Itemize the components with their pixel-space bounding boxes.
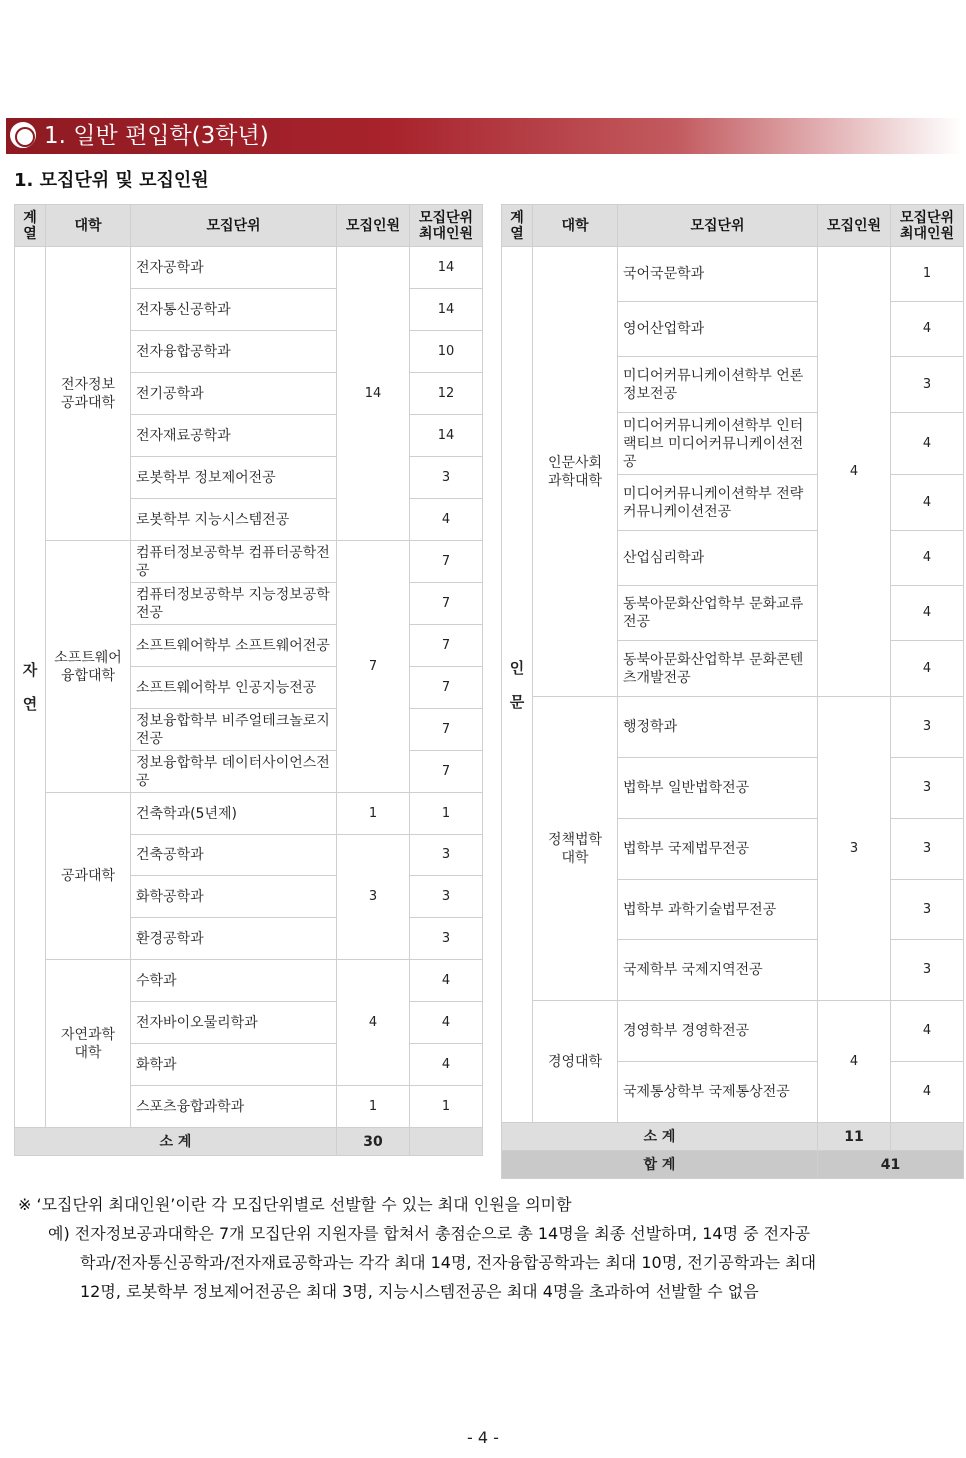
unit-max: 3 [891,697,964,758]
unit-name: 정보융합학부 비주얼테크놀로지전공 [131,709,337,751]
unit-name: 동북아문화산업학부 문화콘텐츠개발전공 [618,641,818,697]
footnote [18,1190,958,1306]
unit-max: 1 [410,793,483,835]
footnote-line: ※ ‘모집단위 최대인원’이란 각 모집단위별로 선발할 수 있는 최대 인원을 의미함 [18,1195,572,1214]
unit-name: 화학공학과 [131,876,337,918]
unit-name: 건축학과(5년제) [131,793,337,835]
left-quota-table [14,204,483,1156]
unit-max: 3 [891,940,964,1001]
college-quota: 7 [337,541,410,793]
unit-max: 7 [410,625,483,667]
college-name: 전자정보 공과대학 [46,247,131,541]
unit-max: 7 [410,583,483,625]
unit-name: 미디어커뮤니케이션학부 전략커뮤니케이션전공 [618,475,818,531]
unit-max: 4 [410,960,483,1002]
header-quota: 모집인원 [818,205,891,247]
unit-name: 정보융합학부 데이터사이언스전공 [131,751,337,793]
banner-title: 1. 일반 편입학(3학년) [44,123,269,149]
unit-max: 10 [410,331,483,373]
unit-name: 법학부 일반법학전공 [618,758,818,819]
college-name: 경영대학 [533,1001,618,1123]
unit-max: 4 [891,641,964,697]
header-quota: 모집인원 [337,205,410,247]
university-seal-icon [8,120,38,150]
unit-name: 컴퓨터정보공학부 컴퓨터공학전공 [131,541,337,583]
unit-max: 4 [410,1002,483,1044]
subtotal-label: 소 계 [502,1123,818,1151]
unit-name: 국제학부 국제지역전공 [618,940,818,1001]
unit-max: 3 [410,835,483,876]
unit-name: 동북아문화산업학부 문화교류전공 [618,586,818,641]
unit-name: 컴퓨터정보공학부 지능정보공학전공 [131,583,337,625]
college-quota: 4 [818,247,891,697]
unit-quota: 1 [337,1086,410,1128]
unit-name: 소프트웨어학부 인공지능전공 [131,667,337,709]
unit-max: 4 [891,475,964,531]
unit-name: 화학과 [131,1044,337,1086]
college-name: 인문사회 과학대학 [533,247,618,697]
header-college: 대학 [46,205,131,247]
page-number: - 4 - [467,1428,499,1447]
unit-name: 전자바이오물리학과 [131,1002,337,1044]
unit-name: 산업심리학과 [618,531,818,586]
right-quota-table [501,204,964,1179]
unit-name: 건축공학과 [131,835,337,876]
gyeyeol-cell: 자연 [15,247,46,1128]
header-max: 모집단위 최대인원 [891,205,964,247]
unit-max: 12 [410,373,483,415]
unit-name: 전기공학과 [131,373,337,415]
subtotal-empty [891,1123,964,1151]
unit-max: 7 [410,541,483,583]
header-max: 모집단위 최대인원 [410,205,483,247]
unit-name: 법학부 국제법무전공 [618,819,818,880]
footnote-line: 예) 전자정보공과대학은 7개 모집단위 지원자를 합쳐서 총점순으로 총 14명을 최종 선발하며, 14명 중 전자공 [48,1224,811,1243]
unit-max: 1 [410,1086,483,1128]
unit-name: 법학부 과학기술법무전공 [618,880,818,940]
unit-max: 14 [410,415,483,457]
subtotal-label: 소 계 [15,1128,337,1156]
unit-max: 4 [891,531,964,586]
unit-max: 4 [891,302,964,357]
unit-name: 전자융합공학과 [131,331,337,373]
unit-name: 수학과 [131,960,337,1002]
unit-max: 3 [891,880,964,940]
college-name: 소프트웨어 융합대학 [46,541,131,793]
unit-max: 3 [410,457,483,499]
subtotal-value: 11 [818,1123,891,1151]
unit-max: 3 [891,758,964,819]
college-name: 정책법학 대학 [533,697,618,1001]
unit-max: 3 [891,819,964,880]
total-label: 합 계 [502,1151,818,1179]
college-quota: 3 [818,697,891,1001]
gyeyeol-cell: 인문 [502,247,533,1123]
unit-name: 경영학부 경영학전공 [618,1001,818,1062]
unit-max: 3 [410,918,483,960]
subtotal-empty [410,1128,483,1156]
subtotal-value: 30 [337,1128,410,1156]
college-quota: 3 [337,835,410,960]
college-quota: 14 [337,247,410,541]
unit-name: 영어산업학과 [618,302,818,357]
header-unit: 모집단위 [131,205,337,247]
footnote-line: 12명, 로봇학부 정보제어전공은 최대 3명, 지능시스템전공은 최대 4명을 초과하여 선발할 수 없음 [80,1282,759,1301]
college-name: 공과대학 [46,793,131,960]
college-name: 자연과학 대학 [46,960,131,1128]
unit-max: 14 [410,289,483,331]
unit-max: 4 [410,499,483,541]
unit-max: 4 [891,1062,964,1123]
unit-max: 3 [410,876,483,918]
unit-name: 전자재료공학과 [131,415,337,457]
unit-max: 7 [410,667,483,709]
header-gyeyeol: 계열 [502,205,533,247]
unit-max: 4 [891,586,964,641]
header-unit: 모집단위 [618,205,818,247]
header-college: 대학 [533,205,618,247]
footnote-line: 학과/전자통신공학과/전자재료공학과는 각각 최대 14명, 전자융합공학과는 최대 10명, 전기공학과는 최대 [80,1253,817,1272]
unit-max: 7 [410,709,483,751]
total-value: 41 [818,1151,964,1179]
unit-name: 행정학과 [618,697,818,758]
unit-name: 소프트웨어학부 소프트웨어전공 [131,625,337,667]
unit-max: 1 [891,247,964,302]
section-title: 1. 모집단위 및 모집인원 [14,170,209,191]
unit-max: 4 [891,1001,964,1062]
unit-max: 3 [891,357,964,413]
unit-name: 전자공학과 [131,247,337,289]
unit-name: 환경공학과 [131,918,337,960]
college-quota: 4 [818,1001,891,1123]
unit-quota: 1 [337,793,410,835]
unit-name: 전자통신공학과 [131,289,337,331]
unit-name: 미디어커뮤니케이션학부 언론정보전공 [618,357,818,413]
unit-name: 미디어커뮤니케이션학부 인터랙티브 미디어커뮤니케이션전공 [618,413,818,475]
unit-name: 스포츠융합과학과 [131,1086,337,1128]
college-quota: 4 [337,960,410,1086]
unit-name: 국어국문학과 [618,247,818,302]
unit-max: 14 [410,247,483,289]
unit-name: 국제통상학부 국제통상전공 [618,1062,818,1123]
header-gyeyeol: 계열 [15,205,46,247]
unit-max: 4 [410,1044,483,1086]
unit-max: 4 [891,413,964,475]
unit-name: 로봇학부 지능시스템전공 [131,499,337,541]
unit-max: 7 [410,751,483,793]
unit-name: 로봇학부 정보제어전공 [131,457,337,499]
